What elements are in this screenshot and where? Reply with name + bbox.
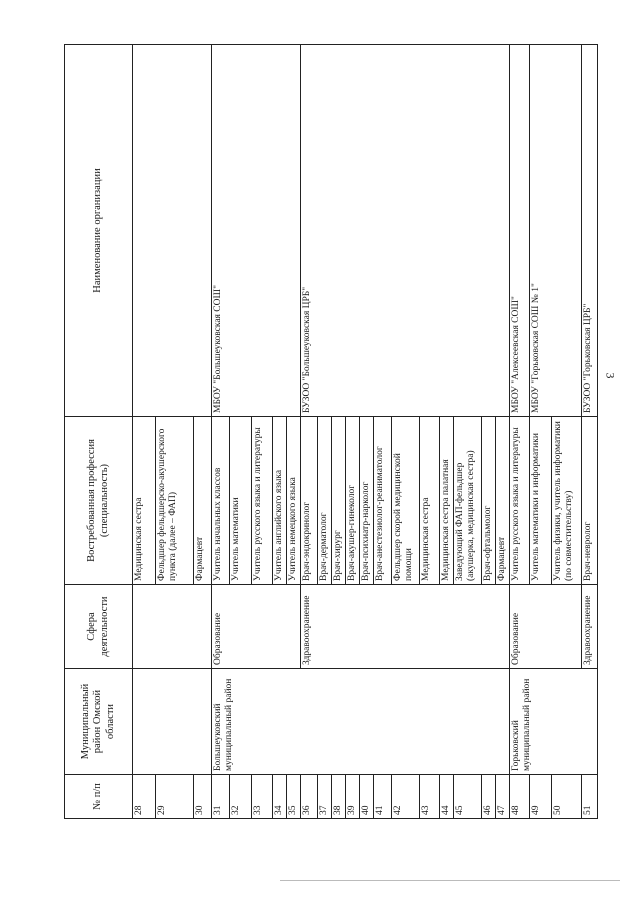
cell-num: 46 <box>482 775 496 819</box>
cell-num: 29 <box>156 775 194 819</box>
cell-organization: МБОУ "Большеуковская СОШ" <box>212 45 301 417</box>
cell-num: 50 <box>552 775 582 819</box>
cell-profession: Медицинская сестра <box>133 417 156 585</box>
cell-district <box>133 669 212 775</box>
cell-district: Горьковский муниципальный район <box>510 669 598 775</box>
table-row <box>510 45 530 819</box>
cell-num: 44 <box>440 775 454 819</box>
cell-profession: Фельдшер фельдшерско-акушерского пункта (далее – ФАП) <box>156 417 194 585</box>
cell-num: 35 <box>287 775 301 819</box>
header-district: Муниципальный район Омской области <box>65 669 133 775</box>
cell-profession: Врач-акушер-гинеколог <box>346 417 360 585</box>
cell-profession: Учитель английского языка <box>273 417 287 585</box>
cell-num: 32 <box>230 775 252 819</box>
cell-num: 51 <box>582 775 598 819</box>
table-body <box>133 45 598 819</box>
cell-profession: Учитель русского языка и литературы <box>510 417 530 585</box>
cell-profession: Медицинская сестра <box>420 417 440 585</box>
cell-num: 41 <box>374 775 392 819</box>
cell-profession: Фельдшер скорой медицинской помощи <box>392 417 420 585</box>
cell-num: 37 <box>318 775 332 819</box>
cell-num: 45 <box>454 775 482 819</box>
scan-edge-line <box>280 880 620 881</box>
cell-organization: МБОУ "Горьковская СОШ № 1" <box>530 45 582 417</box>
header-organization: Наименование организации <box>65 45 133 417</box>
cell-num: 48 <box>510 775 530 819</box>
cell-profession: Учитель математики <box>230 417 252 585</box>
cell-profession: Учитель начальных классов <box>212 417 230 585</box>
cell-profession: Фармацевт <box>194 417 212 585</box>
cell-profession: Заведующий ФАП-фельдшер (акушерка, медицинская сестра) <box>454 417 482 585</box>
cell-sphere: Здравоохранение <box>582 585 598 669</box>
page-number: 3 <box>603 372 618 379</box>
cell-num: 42 <box>392 775 420 819</box>
cell-num: 40 <box>360 775 374 819</box>
cell-profession: Учитель математики и информатики <box>530 417 552 585</box>
cell-sphere: Образование <box>212 585 301 669</box>
cell-num: 38 <box>332 775 346 819</box>
cell-organization <box>133 45 212 417</box>
cell-sphere: Здравоохранение <box>301 585 510 669</box>
cell-profession: Врач-офтальмолог <box>482 417 496 585</box>
cell-profession: Учитель немецкого языка <box>287 417 301 585</box>
cell-profession: Учитель русского языка и литературы <box>252 417 273 585</box>
cell-num: 30 <box>194 775 212 819</box>
cell-district: Большеуковский муниципальный район <box>212 669 510 775</box>
cell-num: 47 <box>496 775 510 819</box>
cell-organization: БУЗОО "Горьковская ЦРБ" <box>582 45 598 417</box>
cell-profession: Фармацевт <box>496 417 510 585</box>
cell-profession: Врач-анестезиолог-реаниматолог <box>374 417 392 585</box>
cell-sphere <box>133 585 212 669</box>
document-table-container <box>64 45 593 819</box>
cell-profession: Учитель физики, учитель информатики (по совместительству) <box>552 417 582 585</box>
table-row <box>212 45 230 819</box>
table-row <box>133 45 156 819</box>
cell-num: 34 <box>273 775 287 819</box>
cell-num: 39 <box>346 775 360 819</box>
cell-organization: МБОУ "Алексеевская СОШ" <box>510 45 530 417</box>
document-table <box>64 44 598 819</box>
cell-profession: Врач-психиатр-нарколог <box>360 417 374 585</box>
header-profession: Востребованная профессия (специальность) <box>65 417 133 585</box>
cell-profession: Врач-невролог <box>582 417 598 585</box>
cell-profession: Врач-эндокринолог <box>301 417 318 585</box>
cell-num: 28 <box>133 775 156 819</box>
header-num: № п/п <box>65 775 133 819</box>
cell-num: 49 <box>530 775 552 819</box>
cell-sphere: Образование <box>510 585 582 669</box>
cell-num: 43 <box>420 775 440 819</box>
header-sphere: Сфера деятельности <box>65 585 133 669</box>
cell-num: 31 <box>212 775 230 819</box>
cell-num: 36 <box>301 775 318 819</box>
cell-profession: Медицинская сестра палатная <box>440 417 454 585</box>
table-header-row <box>65 45 133 819</box>
cell-num: 33 <box>252 775 273 819</box>
cell-organization: БУЗОО "Большеуковская ЦРБ" <box>301 45 510 417</box>
cell-profession: Врач-хирург <box>332 417 346 585</box>
cell-profession: Врач-дерматолог <box>318 417 332 585</box>
